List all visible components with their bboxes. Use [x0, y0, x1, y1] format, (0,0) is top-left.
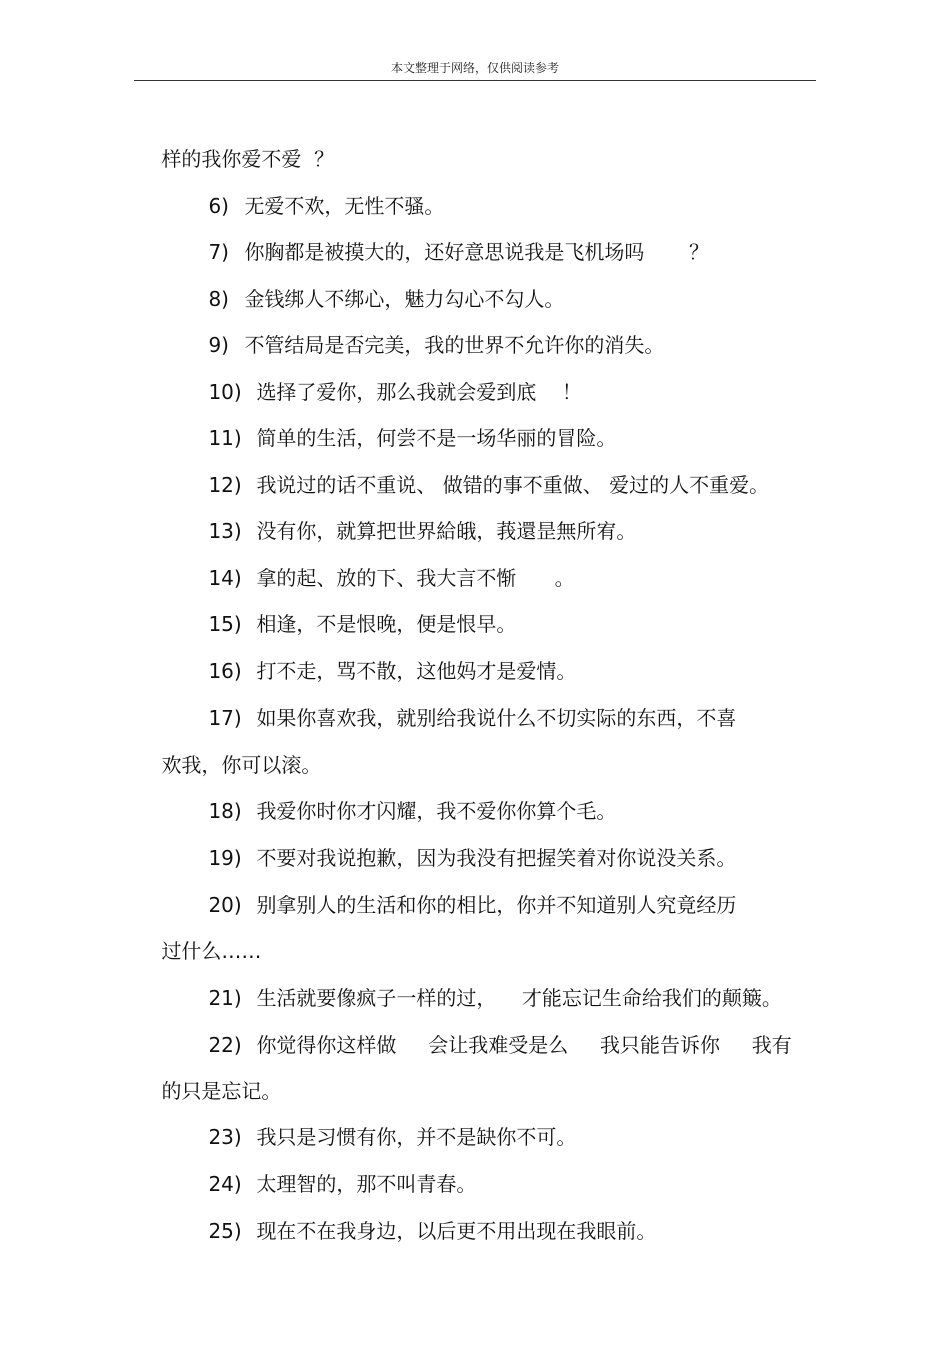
item-number: 19) — [208, 846, 242, 870]
item-number: 15) — [208, 612, 242, 636]
line-text: 欢我，你可以滚。 — [161, 753, 322, 777]
item-text: 我只是习惯有你，并不是缺你不可。 — [256, 1125, 577, 1149]
item-number: 7) — [208, 240, 229, 264]
item-number: 8) — [208, 287, 229, 311]
item-text: 你胸都是被摸大的，还好意思说我是飞机场吗 ？ — [244, 240, 709, 264]
item-text: 相逢，不是恨晚，便是恨早。 — [256, 612, 517, 636]
item-text: 拿的起、放的下、我大言不惭 。 — [256, 566, 575, 590]
item-number: 21) — [208, 986, 242, 1010]
item-number: 18) — [208, 799, 242, 823]
list-item — [183, 866, 736, 944]
item-text: 没有你，就算把世界給皒，莪還昰無所宥。 — [256, 519, 637, 543]
item-number: 22) — [208, 1033, 242, 1057]
header-divider — [134, 80, 816, 81]
item-text: 你觉得你这样做 会让我难受是么 我只能告诉你 我有 — [256, 1033, 792, 1057]
item-number: 24) — [208, 1172, 242, 1196]
line-text: 的只是忘记。 — [161, 1079, 282, 1103]
item-number: 20) — [208, 893, 242, 917]
page-header: 本文整理于网络，仅供阅读参考 — [390, 61, 559, 75]
item-number: 23) — [208, 1125, 242, 1149]
item-number: 10) — [208, 380, 242, 404]
line-text: 过什么…… — [161, 939, 262, 963]
item-number: 16) — [208, 659, 242, 683]
item-number: 6) — [208, 194, 229, 218]
item-number: 14) — [208, 566, 242, 590]
item-text: 别拿别人的生活和你的相比，你并不知道别人究竟经历 — [256, 893, 737, 917]
item-number: 13) — [208, 519, 242, 543]
item-text: 选择了爱你，那么我就会爱到底 ！ — [256, 380, 582, 404]
item-text: 生活就要像疯子一样的过， 才能忘记生命给我们的颠簸。 — [256, 986, 782, 1010]
item-text: 打不走，骂不散，这他妈才是爱情。 — [256, 659, 577, 683]
list-item — [183, 1192, 656, 1270]
item-number: 11) — [208, 426, 242, 450]
item-text: 如果你喜欢我，就别给我说什么不切实际的东西，不喜 — [256, 706, 737, 730]
item-number: 9) — [208, 333, 229, 357]
item-number: 12) — [208, 473, 242, 497]
item-text: 金钱绑人不绑心，魅力勾心不勾人。 — [244, 287, 565, 311]
item-text: 不管结局是否完美，我的世界不允许你的消失。 — [244, 333, 665, 357]
item-text: 我说过的话不重说、 做错的事不重做、 爱过的人不重爱。 — [256, 473, 770, 497]
item-text: 太理智的，那不叫青春。 — [256, 1172, 477, 1196]
item-text: 我爱你时你才闪耀，我不爱你你算个毛。 — [256, 799, 617, 823]
item-text: 现在不在我身边，以后更不用出现在我眼前。 — [256, 1219, 657, 1243]
item-text: 不要对我说抱歉，因为我没有把握笑着对你说没关系。 — [256, 846, 737, 870]
line-text: 样的我你爱不爱 ？ — [161, 147, 335, 171]
item-text: 无爱不欢，无性不骚。 — [244, 194, 445, 218]
item-number: 17) — [208, 706, 242, 730]
item-text: 简单的生活，何尝不是一场华丽的冒险。 — [256, 426, 617, 450]
item-number: 25) — [208, 1219, 242, 1243]
